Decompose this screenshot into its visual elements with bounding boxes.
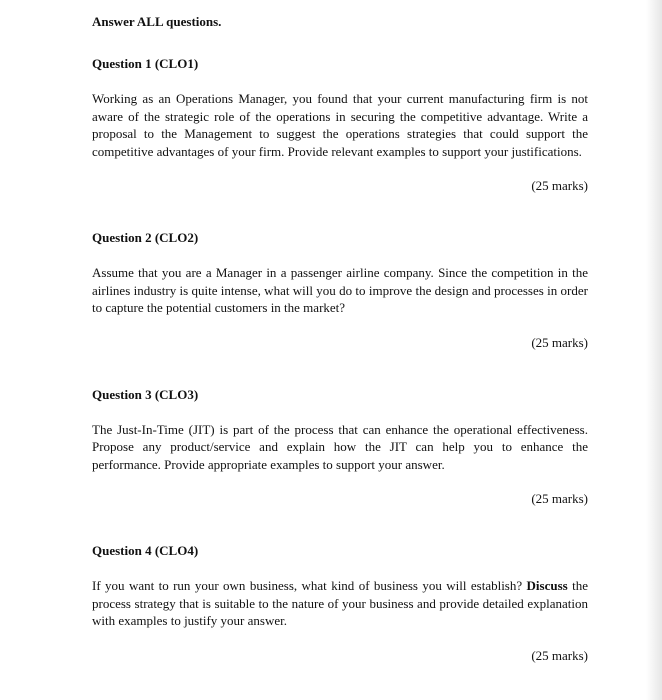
question-2-text: Assume that you are a Manager in a passenger airline company. Since the competition in the airlines industry is quite intense, what will you do to improve the design and processes in order to capture the potential customers in the market? (92, 265, 588, 315)
question-4-marks: (25 marks) (531, 647, 588, 663)
question-3-title: Question 3 (CLO3) (92, 386, 199, 402)
question-4-title: Question 4 (CLO4) (92, 543, 199, 558)
question-2-title: Question 2 (CLO2) (92, 230, 199, 245)
question-4-text-bold: Discuss (526, 578, 568, 593)
question-2-marks: (25 marks) (531, 334, 588, 350)
question-1-title: Question 1 (CLO1) (92, 56, 199, 71)
question-1-marks: (25 marks) (531, 178, 588, 193)
instructions-heading: Answer ALL questions. (92, 14, 222, 29)
question-4-text-after: the process strategy that is suitable to the nature of your business and provide detailed explanation with examples to justify your answer. (92, 578, 589, 628)
exam-content (92, 13, 588, 664)
question-1-text: Working as an Operations Manager, you found that your current manufacturing firm is not aware of the strategic role of the operations in securing the competitive advantage. Write a proposal to the Management to suggest the operations strategies that could support the competitive advantages of your firm. Provide relevant examples to support your justifications. (92, 91, 588, 159)
question-3-text: The Just-In-Time (JIT) is part of the process that can enhance the operational effectiveness. Propose any product/service and explain how the JIT can help you to enhance the performance. Provide appropriate examples to support your answer. (92, 421, 588, 472)
question-3-marks: (25 marks) (531, 491, 588, 506)
page-edge-shadow (646, 0, 662, 700)
question-4-text-before: If you want to run your own business, what kind of business you will establish? (92, 578, 523, 593)
question-4-text (92, 577, 588, 630)
